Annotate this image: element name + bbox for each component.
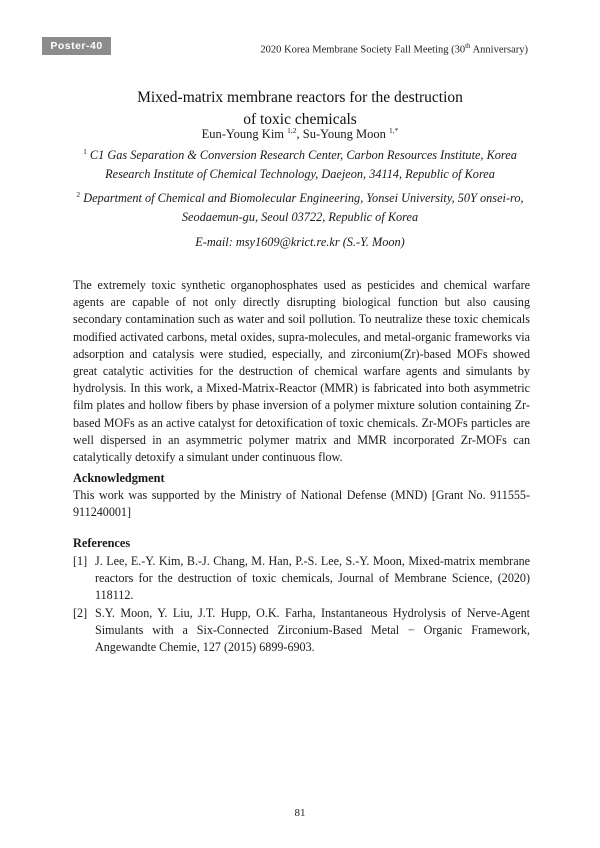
conference-header bbox=[260, 42, 528, 56]
conference-name: 2020 Korea Membrane Society Fall Meeting (30 bbox=[260, 44, 466, 56]
reference-number: [2] bbox=[73, 605, 88, 620]
affiliation-1-line-2: Research Institute of Chemical Technology, Daejeon, 34114, Republic of Korea bbox=[105, 166, 495, 181]
page-number: 81 bbox=[294, 807, 306, 819]
affiliation-1-mark: 1 bbox=[83, 147, 87, 156]
author-1: Eun-Young Kim bbox=[201, 127, 288, 142]
author-1-affil: 1,2 bbox=[287, 126, 297, 135]
conference-ordinal: th bbox=[465, 42, 471, 50]
affiliation-2 bbox=[0, 186, 600, 226]
reference-text: S.Y. Moon, Y. Liu, J.T. Hupp, O.K. Farha, Instantaneous Hydrolysis of Nerve-Agent Simulants with a Six-Connected Zirconium-Based Metal − Organic Framework, Angewandte Chemie, 127 (2015) 6899-6903. bbox=[95, 605, 530, 655]
reference-number: [1] bbox=[73, 554, 88, 568]
title-line-2: of toxic chemicals bbox=[243, 111, 357, 128]
acknowledgment-body: This work was supported by the Ministry of National Defense (MND) [Grant No. 911555-911240001] bbox=[73, 488, 530, 520]
author-2: , Su-Young Moon bbox=[296, 127, 390, 142]
affiliation-1-line-1: C1 Gas Separation & Conversion Research Center, Carbon Resources Institute, Korea bbox=[86, 148, 517, 163]
affiliation-2-line-1: Department of Chemical and Biomolecular Engineering, Yonsei University, 50Y onsei-ro, bbox=[80, 191, 524, 206]
reference-item bbox=[73, 553, 530, 605]
affiliation-2-mark: 2 bbox=[76, 190, 81, 199]
reference-list bbox=[73, 553, 530, 656]
reference-item bbox=[73, 605, 530, 657]
author-2-affil: 1,* bbox=[389, 126, 399, 135]
acknowledgment-heading: Acknowledgment bbox=[73, 471, 165, 485]
contact-email: E-mail: msy1609@krict.re.kr (S.-Y. Moon) bbox=[195, 235, 405, 249]
abstract-body: The extremely toxic synthetic organophosphates used as pesticides and chemical warfare agents are capable of not only directly disrupting biological function but also causing secondary contamination such as water and soil pollution. To neutralize these toxic chemicals modified activated carbons, metal oxides, supra-molecules, and metal-organic frameworks via adsorption and catalysis were studied, especially, and zirconium(Zr)-based MOFs showed great catalytic activities for the destruction of chemical warfare agents and simulants by hydrolysis. In this work, a Mixed-Matrix-Reactor (MMR) is fabricated into both asymmetric film plates and hollow fibers by phase inversion of a polymer mixture solution containing Zr-based MOFs as an active catalyst for detoxification of toxic chemicals. Zr-MOFs particles are well dispersed in an asymmetric polymer matrix and MMR incorporated Zr-MOFs can catalytically detoxify a simulant under continuous flow. bbox=[73, 278, 530, 465]
conference-tail: Anniversary) bbox=[470, 44, 528, 56]
affiliation-1 bbox=[0, 143, 600, 183]
poster-badge: Poster-40 bbox=[42, 37, 111, 55]
paper-title bbox=[0, 87, 600, 131]
reference-text: J. Lee, E.-Y. Kim, B.-J. Chang, M. Han, P.-S. Lee, S.-Y. Moon, Mixed-matrix membrane reactors for the destruction of toxic chemicals, Journal of Membrane Science, (2020) 118112. bbox=[95, 554, 530, 603]
references-heading: References bbox=[73, 536, 131, 550]
author-list bbox=[0, 126, 600, 142]
title-line-1: Mixed-matrix membrane reactors for the destruction bbox=[137, 89, 463, 106]
affiliation-2-line-2: Seodaemun-gu, Seoul 03722, Republic of Korea bbox=[181, 209, 419, 224]
